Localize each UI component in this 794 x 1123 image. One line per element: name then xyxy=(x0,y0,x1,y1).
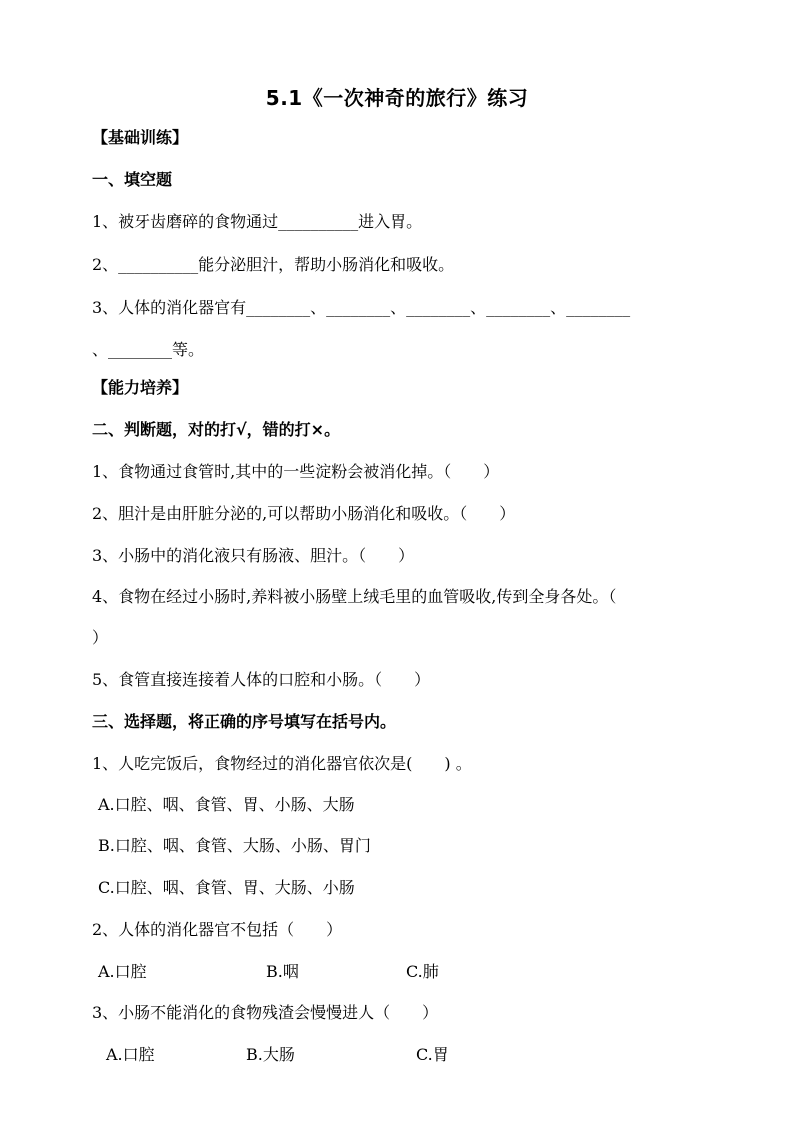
judge-question-3: 3、小肠中的消化液只有肠液、胆汁。（ ） xyxy=(92,546,415,565)
judge-question-4: 4、食物在经过小肠时,养料被小肠壁上绒毛里的血管吸收,传到全身各处。（ xyxy=(92,587,617,606)
choice-q1-option-b: B.口腔、咽、食管、大肠、小肠、胃门 xyxy=(98,836,371,855)
choice-question-1: 1、人吃完饭后，食物经过的消化器官依次是( ) 。 xyxy=(92,754,472,773)
choice-q2-option-a: A.口腔 xyxy=(98,962,147,981)
section-basic-heading: 【基础训练】 xyxy=(92,128,189,147)
choice-question-3: 3、小肠不能消化的食物残渣会慢慢进人（ ） xyxy=(92,1003,439,1022)
choice-q1-option-a: A.口腔、咽、食管、胃、小肠、大肠 xyxy=(98,795,355,814)
page-title: 5.1《一次神奇的旅行》练习 xyxy=(265,86,529,110)
fill-question-1: 1、被牙齿磨碎的食物通过__________进入胃。 xyxy=(92,212,423,231)
choice-q3-option-a: A.口腔 xyxy=(106,1045,155,1064)
fill-question-3-continued: 、________等。 xyxy=(92,340,205,359)
choice-q1-option-c: C.口腔、咽、食管、胃、大肠、小肠 xyxy=(98,878,355,897)
choice-q2-option-c: C.肺 xyxy=(406,962,439,981)
section-ability-heading: 【能力培养】 xyxy=(92,378,189,397)
choice-q2-option-b: B.咽 xyxy=(266,962,299,981)
judge-question-1: 1、食物通过食管时,其中的一些淀粉会被消化掉。（ ） xyxy=(92,462,500,481)
choice-question-2: 2、人体的消化器官不包括（ ） xyxy=(92,920,343,939)
section-choice-heading: 三、选择题，将正确的序号填写在括号内。 xyxy=(92,712,397,731)
choice-q3-option-c: C.胃 xyxy=(416,1045,449,1064)
judge-question-5: 5、食管直接连接着人体的口腔和小肠。（ ） xyxy=(92,670,431,689)
section-judge-heading: 二、判断题，对的打√，错的打×。 xyxy=(92,420,341,439)
section-fill-blank-heading: 一、填空题 xyxy=(92,170,173,189)
choice-q3-option-b: B.大肠 xyxy=(246,1045,295,1064)
judge-question-4-continued: ） xyxy=(92,628,109,647)
judge-question-2: 2、胆汁是由肝脏分泌的,可以帮助小肠消化和吸收。（ ） xyxy=(92,504,516,523)
fill-question-2: 2、__________能分泌胆汁，帮助小肠消化和吸收。 xyxy=(92,255,455,274)
fill-question-3: 3、人体的消化器官有________、________、________、________、________ xyxy=(92,298,631,317)
